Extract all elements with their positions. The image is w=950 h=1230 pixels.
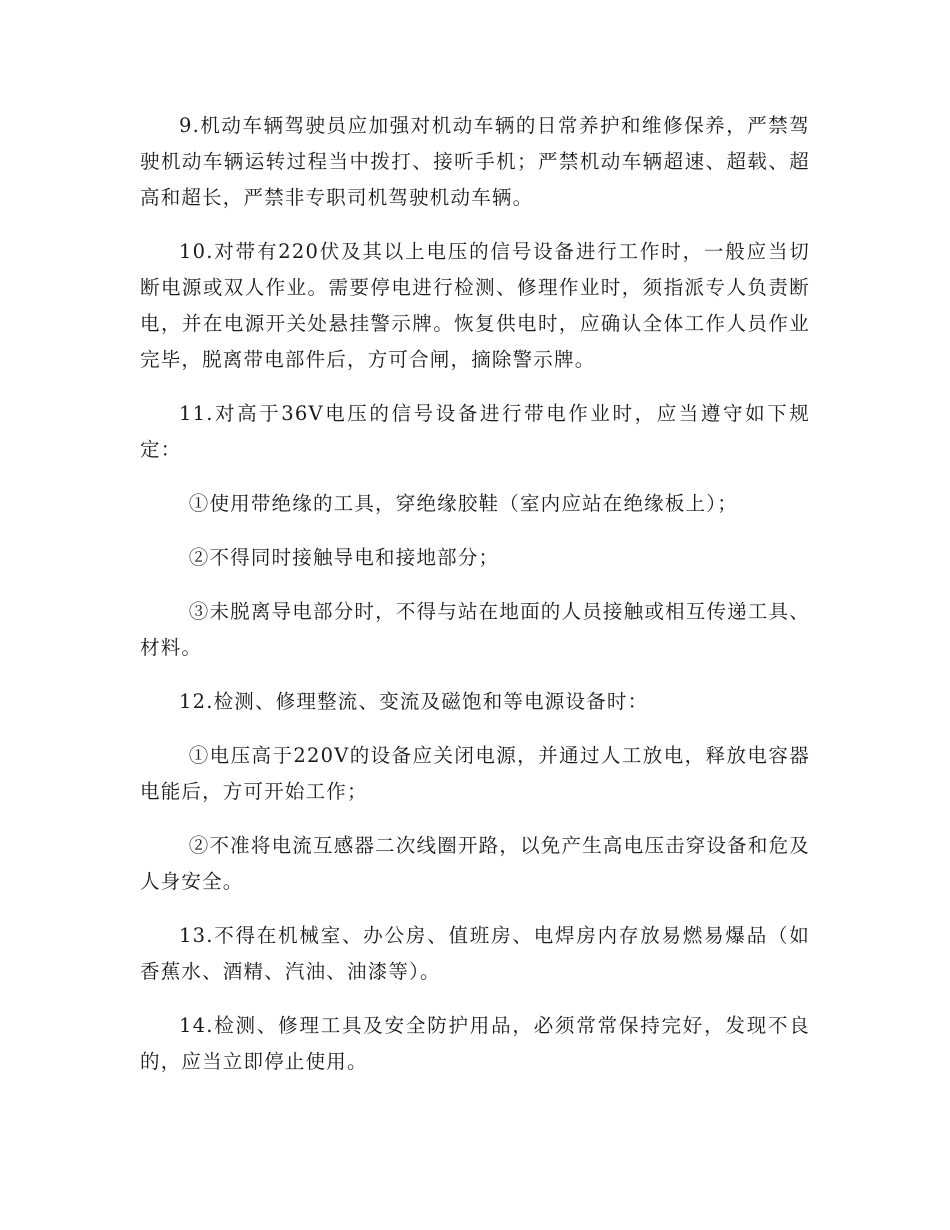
paragraph-13: 13.不得在机械室、办公房、值班房、电焊房内存放易燃易爆品（如香蕉水、酒精、汽油、油漆等）。 [140,924,810,983]
paragraph-11: 11.对高于36V电压的信号设备进行带电作业时，应当遵守如下规定： [140,402,810,461]
document-body [140,108,810,1080]
paragraph-11-item-3: ③未脱离导电部分时，不得与站在地面的人员接触或相互传递工具、材料。 [140,600,810,659]
paragraph-12: 12.检测、修理整流、变流及磁饱和等电源设备时： [179,690,649,713]
paragraph-10: 10.对带有220伏及其以上电压的信号设备进行工作时，一般应当切断电源或双人作业。需要停电进行检测、修理作业时，须指派专人负责断电，并在电源开关处悬挂警示牌。恢复供电时，应确认全体工作人员作业完毕，脱离带电部件后，方可合闸，摘除警示牌。 [140,240,810,371]
paragraph-14: 14.检测、修理工具及安全防护用品，必须常常保持完好，发现不良的，应当立即停止使用。 [140,1014,810,1073]
paragraph-12-item-2: ②不准将电流互感器二次线圈开路，以免产生高电压击穿设备和危及人身安全。 [140,834,810,893]
paragraph-11-item-2: ②不得同时接触导电和接地部分； [188,546,500,569]
paragraph-9: 9.机动车辆驾驶员应加强对机动车辆的日常养护和维修保养，严禁驾驶机动车辆运转过程当中拨打、接听手机；严禁机动车辆超速、超载、超高和超长，严禁非专职司机驾驶机动车辆。 [140,114,810,209]
paragraph-11-item-1: ①使用带绝缘的工具，穿绝缘胶鞋（室内应站在绝缘板上）； [188,492,738,515]
paragraph-12-item-1: ①电压高于220V的设备应关闭电源，并通过人工放电，释放电容器电能后，方可开始工作； [140,744,810,803]
